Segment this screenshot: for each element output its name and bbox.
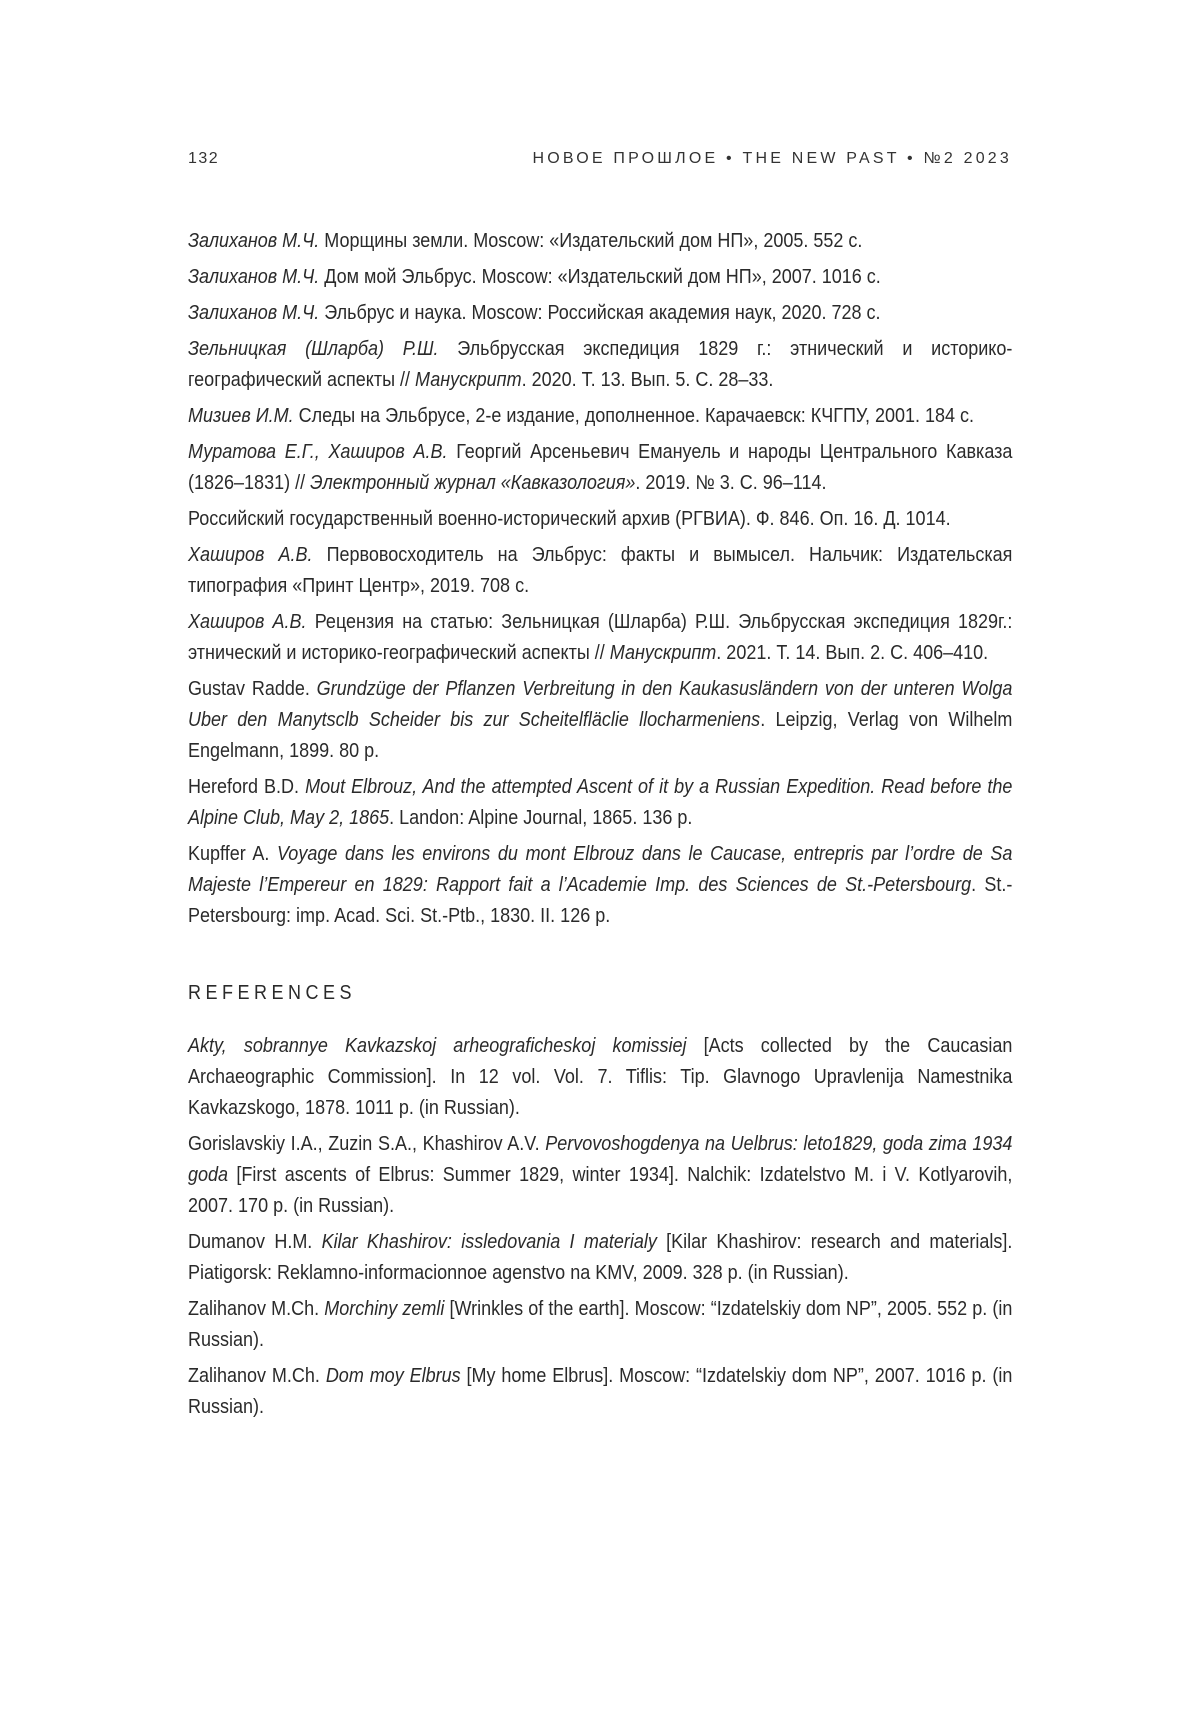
reference-entry xyxy=(188,1129,1012,1222)
reference-entry xyxy=(188,607,1012,669)
reference-entry xyxy=(188,334,1012,396)
reference-text-segment: . Leipzig, Verlag von Wilhelm Engelmann, 1899. 80 p. xyxy=(188,709,1013,762)
reference-entry xyxy=(188,504,1012,535)
reference-text-segment: Первовосходитель на Эльбрус: факты и вымысел. Нальчик: Издательская типография «Принт Центр», 2019. 708 с. xyxy=(188,544,1013,597)
reference-text-segment: . St.-Petersbourg: imp. Acad. Sci. St.-Ptb., 1830. II. 126 p. xyxy=(188,874,1013,927)
reference-text-segment: Zalihanov M.Ch. xyxy=(188,1298,325,1320)
reference-italic-segment: Электронный журнал «Кавказология» xyxy=(310,472,636,494)
reference-entry xyxy=(188,674,1012,767)
reference-text-segment: Gorislavskiy I.A., Zuzin S.A., Khashirov A.V. xyxy=(188,1133,546,1155)
reference-italic-segment: Akty, sobrannye Kavkazskoj arheograficheskoj komissiej xyxy=(188,1035,687,1057)
reference-text-segment: [My home Elbrus]. Moscow: “Izdatelskiy dom NP”, 2007. 1016 p. (in Russian). xyxy=(188,1365,1013,1418)
reference-italic-segment: Хаширов А.В. xyxy=(188,611,307,633)
page-number: 132 xyxy=(188,150,220,167)
reference-text-segment: Kupffer A. xyxy=(188,843,277,865)
running-head: НОВОЕ ПРОШЛОЕ • THE NEW PAST • №2 2023 xyxy=(532,150,1012,167)
reference-text-segment: Дом мой Эльбрус. Moscow: «Издательский дом НП», 2007. 1016 с. xyxy=(319,266,881,288)
reference-text-segment: Gustav Radde. xyxy=(188,678,317,700)
reference-entry xyxy=(188,298,1012,329)
reference-italic-segment: Залиханов М.Ч. xyxy=(188,302,320,324)
reference-entry xyxy=(188,1361,1012,1423)
reference-text-segment: Рецензия на статью: Зельницкая (Шларба) Р.Ш. Эльбрусская экспедиция 1829г.: этнический и историко-географический аспекты // xyxy=(188,611,1013,664)
reference-italic-segment: Хаширов А.В. xyxy=(188,544,313,566)
reference-italic-segment: Pervovoshogdenya na Uelbrus: leto1829, goda zima 1934 goda xyxy=(188,1133,1013,1186)
reference-text-segment: Zalihanov M.Ch. xyxy=(188,1365,326,1387)
reference-italic-segment: Mout Elbrouz, And the attempted Ascent of it by a Russian Expedition. Read before the Alpine Club, May 2, 1865 xyxy=(188,776,1013,829)
page-header xyxy=(188,150,1012,168)
reference-text-segment: [Kilar Khashirov: research and materials]. Piatigorsk: Reklamno-informacionnoe agenstvo na KMV, 2009. 328 p. (in Russian). xyxy=(188,1231,1013,1284)
reference-entry xyxy=(188,1227,1012,1289)
reference-italic-segment: Манускрипт xyxy=(415,369,522,391)
reference-text-segment: Следы на Эльбрусе, 2-е издание, дополненное. Карачаевск: КЧГПУ, 2001. 184 с. xyxy=(293,405,975,427)
reference-text-segment: Эльбрус и наука. Moscow: Российская академия наук, 2020. 728 с. xyxy=(319,302,881,324)
reference-entry xyxy=(188,437,1012,499)
reference-italic-segment: Мизиев И.М. xyxy=(188,405,294,427)
reference-italic-segment: Grundzüge der Pflanzen Verbreitung in den Kaukasusländern von der unteren Wolga Uber den Manytsclb Scheider bis zur Scheitelfläclie llocharmeniens xyxy=(188,678,1013,731)
reference-text-segment: Hereford B.D. xyxy=(188,776,306,798)
reference-italic-segment: Залиханов М.Ч. xyxy=(188,230,320,252)
reference-text-segment: [First ascents of Elbrus: Summer 1829, winter 1934]. Nalchik: Izdatelstvo M. i V. Kotlyarovih, 2007. 170 p. (in Russian). xyxy=(188,1164,1013,1217)
reference-text-segment: [Acts collected by the Caucasian Archaeographic Commission]. In 12 vol. Vol. 7. Tiflis: Tip. Glavnogo Upravlenija Namestnika Kavkazskogo, 1878. 1011 p. (in Russian). xyxy=(188,1035,1013,1119)
reference-text-segment: Эльбрусская экспедиция 1829 г.: этнический и историко-географический аспекты // xyxy=(188,338,1013,391)
reference-entry xyxy=(188,401,1012,432)
reference-italic-segment: Voyage dans les environs du mont Elbrouz dans le Caucase, entrepris par l’ordre de Sa Majeste l’Empereur en 1829: Rapport fait a l’Academie Imp. des Sciences de St.-Petersbourg xyxy=(188,843,1013,896)
reference-text-segment: Российский государственный военно-исторический архив (РГВИА). Ф. 846. Оп. 16. Д. 1014. xyxy=(188,508,951,530)
reference-entry xyxy=(188,226,1012,257)
bibliography xyxy=(188,226,1012,1428)
reference-italic-segment: Зельницкая (Шларба) Р.Ш. xyxy=(188,338,439,360)
reference-entry xyxy=(188,772,1012,834)
reference-entry xyxy=(188,1294,1012,1356)
reference-entry xyxy=(188,262,1012,293)
reference-text-segment: . Landon: Alpine Journal, 1865. 136 p. xyxy=(389,807,693,829)
reference-italic-segment: Morchiny zemli xyxy=(324,1298,445,1320)
reference-text-segment: . 2021. Т. 14. Вып. 2. С. 406–410. xyxy=(716,642,989,664)
reference-text-segment: Dumanov H.M. xyxy=(188,1231,322,1253)
reference-italic-segment: Муратова Е.Г., Хаширов А.В. xyxy=(188,441,448,463)
reference-italic-segment: Манускрипт xyxy=(609,642,717,664)
reference-entry xyxy=(188,839,1012,932)
reference-text-segment: Морщины земли. Moscow: «Издательский дом НП», 2005. 552 с. xyxy=(319,230,863,252)
reference-italic-segment: Залиханов М.Ч. xyxy=(188,266,320,288)
reference-italic-segment: Dom moy Elbrus xyxy=(325,1365,461,1387)
reference-entry xyxy=(188,1031,1012,1124)
reference-entry xyxy=(188,540,1012,602)
references-russian-list xyxy=(188,226,1012,932)
reference-italic-segment: Kilar Khashirov: issledovania I materialy xyxy=(321,1231,657,1253)
references-english-list xyxy=(188,1031,1012,1423)
reference-text-segment: . 2020. Т. 13. Вып. 5. С. 28–33. xyxy=(521,369,774,391)
reference-text-segment: . 2019. № 3. С. 96–114. xyxy=(635,472,827,494)
reference-text-segment: [Wrinkles of the earth]. Moscow: “Izdatelskiy dom NP”, 2005. 552 p. (in Russian). xyxy=(188,1298,1013,1351)
reference-text-segment: Георгий Арсеньевич Емануель и народы Центрального Кавказа (1826–1831) // xyxy=(188,441,1013,494)
references-heading: REFERENCES xyxy=(188,982,357,1004)
